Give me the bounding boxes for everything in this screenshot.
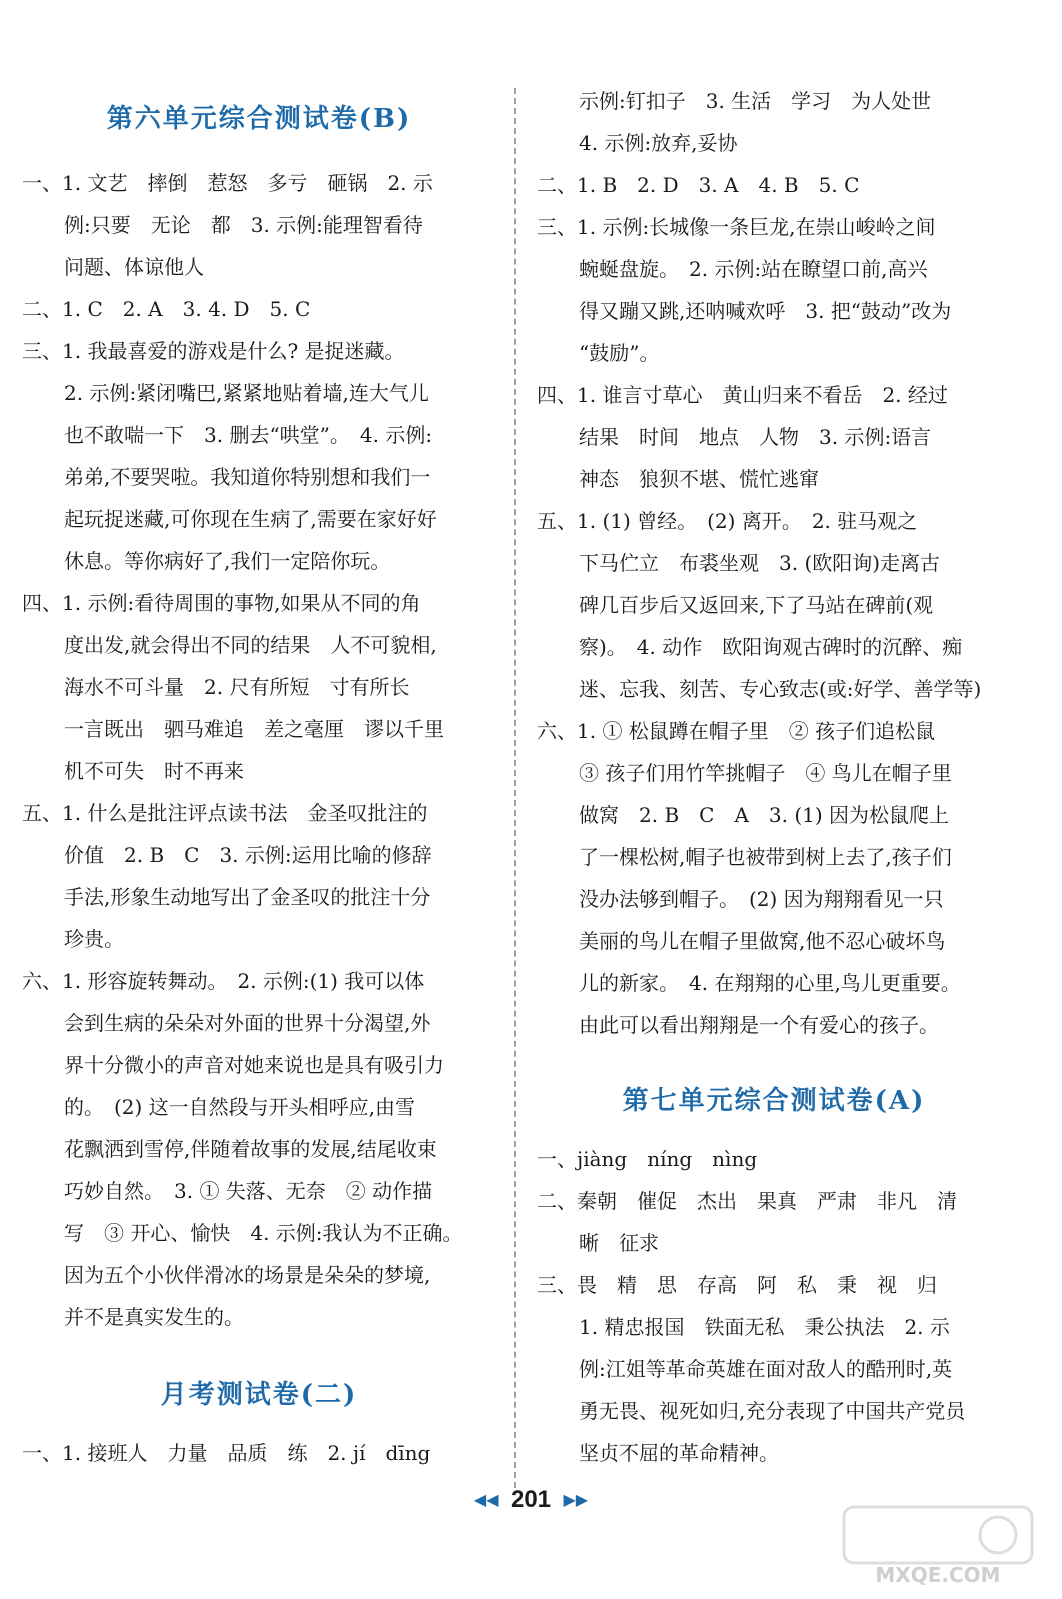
answer-line: 察)。 4. 动作 欧阳询观古碑时的沉醉、痴 [579, 635, 963, 659]
watermark-text: MXQE.COM [875, 1563, 1001, 1587]
answer-line: 珍贵。 [64, 927, 124, 951]
answer-line: “鼓励”。 [579, 341, 660, 365]
answer-line: 弟弟,不要哭啦。我知道你特别想和我们一 [64, 465, 431, 489]
answer-line: 迷、忘我、刻苦、专心致志(或:好学、善学等) [579, 677, 982, 701]
answer-line: 手法,形象生动地写出了金圣叹的批注十分 [64, 885, 431, 909]
answer-line: 问题、体谅他人 [64, 255, 204, 279]
section-title-unit7a: 第七单元综合测试卷(A) [622, 1086, 926, 1116]
answer-line: 碑几百步后又返回来,下了马站在碑前(观 [579, 593, 934, 617]
answer-line: 一、1. 文艺 摔倒 惹怒 多亏 砸锅 2. 示 [22, 171, 433, 195]
answer-line: 2. 示例:紧闭嘴巴,紧紧地贴着墙,连大气儿 [64, 381, 429, 405]
answer-line: 三、1. 示例:长城像一条巨龙,在崇山峻岭之间 [537, 215, 936, 239]
answer-line: 二、1. B 2. D 3. A 4. B 5. C [537, 173, 860, 197]
answer-line: 四、1. 谁言寸草心 黄山归来不看岳 2. 经过 [537, 383, 948, 407]
answer-line: 由此可以看出翔翔是一个有爱心的孩子。 [579, 1013, 939, 1037]
answer-line: 二、秦朝 催促 杰出 果真 严肃 非凡 清 [537, 1189, 957, 1213]
answer-line: 了一棵松树,帽子也被带到树上去了,孩子们 [579, 845, 952, 869]
answer-line: 1. 精忠报国 铁面无私 秉公执法 2. 示 [579, 1315, 950, 1339]
unit7a-answers [537, 1138, 1011, 1474]
answer-line: 没办法够到帽子。 (2) 因为翔翔看见一只 [579, 887, 944, 911]
answer-line: 五、1. 什么是批注评点读书法 金圣叹批注的 [22, 801, 428, 825]
double-left-arrow-icon: ◀◀ [473, 1492, 499, 1509]
answer-line: 神态 狼狈不堪、慌忙逃窜 [579, 467, 819, 491]
answer-line: 结果 时间 地点 人物 3. 示例:语言 [579, 425, 932, 449]
answer-line: 巧妙自然。 3. ① 失落、无奈 ② 动作描 [64, 1179, 433, 1203]
answer-line: 界十分微小的声音对她来说也是具有吸引力 [64, 1053, 444, 1077]
answer-line: 得又蹦又跳,还呐喊欢呼 3. 把“鼓动”改为 [579, 299, 952, 323]
answer-line: 下马伫立 布裘坐观 3. (欧阳询)走离古 [579, 551, 941, 575]
answer-line: 做窝 2. B C A 3. (1) 因为松鼠爬上 [579, 803, 950, 827]
answer-line: 海水不可斗量 2. 尺有所短 寸有所长 [64, 675, 410, 699]
watermark-logo [838, 1501, 1038, 1591]
unit6b-answers-continued [537, 80, 1011, 1046]
answer-line: 一言既出 驷马难追 差之毫厘 谬以千里 [64, 717, 444, 741]
answer-line: 并不是真实发生的。 [64, 1305, 244, 1329]
answer-line: 二、1. C 2. A 3. 4. D 5. C [22, 297, 311, 321]
page-number: 201 [510, 1486, 552, 1513]
unit6b-answers [22, 162, 496, 1338]
answer-line: 晰 征求 [579, 1231, 659, 1255]
answer-line: 休息。等你病好了,我们一定陪你玩。 [64, 549, 391, 573]
double-right-arrow-icon: ▶▶ [563, 1492, 589, 1509]
answer-line: 儿的新家。 4. 在翔翔的心里,鸟儿更重要。 [579, 971, 961, 995]
answer-line: 因为五个小伙伴滑冰的场景是朵朵的梦境, [64, 1263, 431, 1287]
answer-line: 价值 2. B C 3. 示例:运用比喻的修辞 [64, 843, 432, 867]
answer-line: 花飘洒到雪停,伴随着故事的发展,结尾收束 [64, 1137, 437, 1161]
answer-line: 五、1. (1) 曾经。 (2) 离开。 2. 驻马观之 [537, 509, 918, 533]
section-title-monthly2: 月考测试卷(二) [160, 1380, 358, 1410]
answer-line: 会到生病的朵朵对外面的世界十分渴望,外 [64, 1011, 431, 1035]
answer-line: 一、jiàng níng nìng [537, 1147, 758, 1171]
answer-line: 例:江姐等革命英雄在面对敌人的酷刑时,英 [579, 1357, 953, 1381]
answer-line: 例:只要 无论 都 3. 示例:能理智看待 [64, 213, 423, 237]
answer-line: 的。 (2) 这一自然段与开头相呼应,由雪 [64, 1095, 416, 1119]
answer-line: 勇无畏、视死如归,充分表现了中国共产党员 [579, 1399, 966, 1423]
answer-line: 起玩捉迷藏,可你现在生病了,需要在家好好 [64, 507, 437, 531]
answer-line: 示例:钉扣子 3. 生活 学习 为人处世 [579, 89, 932, 113]
section-title-unit6b: 第六单元综合测试卷(B) [106, 104, 412, 134]
answer-line: 四、1. 示例:看待周围的事物,如果从不同的角 [22, 591, 421, 615]
answer-line: 坚贞不屈的革命精神。 [579, 1441, 779, 1465]
answer-line: 机不可失 时不再来 [64, 759, 244, 783]
answer-line: 三、畏 精 思 存高 阿 私 秉 视 归 [537, 1273, 937, 1297]
monthly2-answers [22, 1432, 496, 1474]
answer-line: 六、1. 形容旋转舞动。 2. 示例:(1) 我可以体 [22, 969, 425, 993]
answer-line: 美丽的鸟儿在帽子里做窝,他不忍心破坏鸟 [579, 929, 946, 953]
column-divider [514, 88, 516, 1488]
answer-line: 三、1. 我最喜爱的游戏是什么? 是捉迷藏。 [22, 339, 405, 363]
answer-line: 六、1. ① 松鼠蹲在帽子里 ② 孩子们追松鼠 [537, 719, 936, 743]
answer-line: 4. 示例:放弃,妥协 [579, 131, 738, 155]
answer-line: 一、1. 接班人 力量 品质 练 2. jí dīng [22, 1441, 431, 1465]
answer-line: 写 ③ 开心、愉快 4. 示例:我认为不正确。 [64, 1221, 463, 1245]
answer-line: 度出发,就会得出不同的结果 人不可貌相, [64, 633, 437, 657]
answer-line: 也不敢喘一下 3. 删去“哄堂”。 4. 示例: [64, 423, 433, 447]
answer-line: ③ 孩子们用竹竿挑帽子 ④ 鸟儿在帽子里 [579, 761, 952, 785]
answer-line: 蜿蜒盘旋。 2. 示例:站在瞭望口前,高兴 [579, 257, 928, 281]
